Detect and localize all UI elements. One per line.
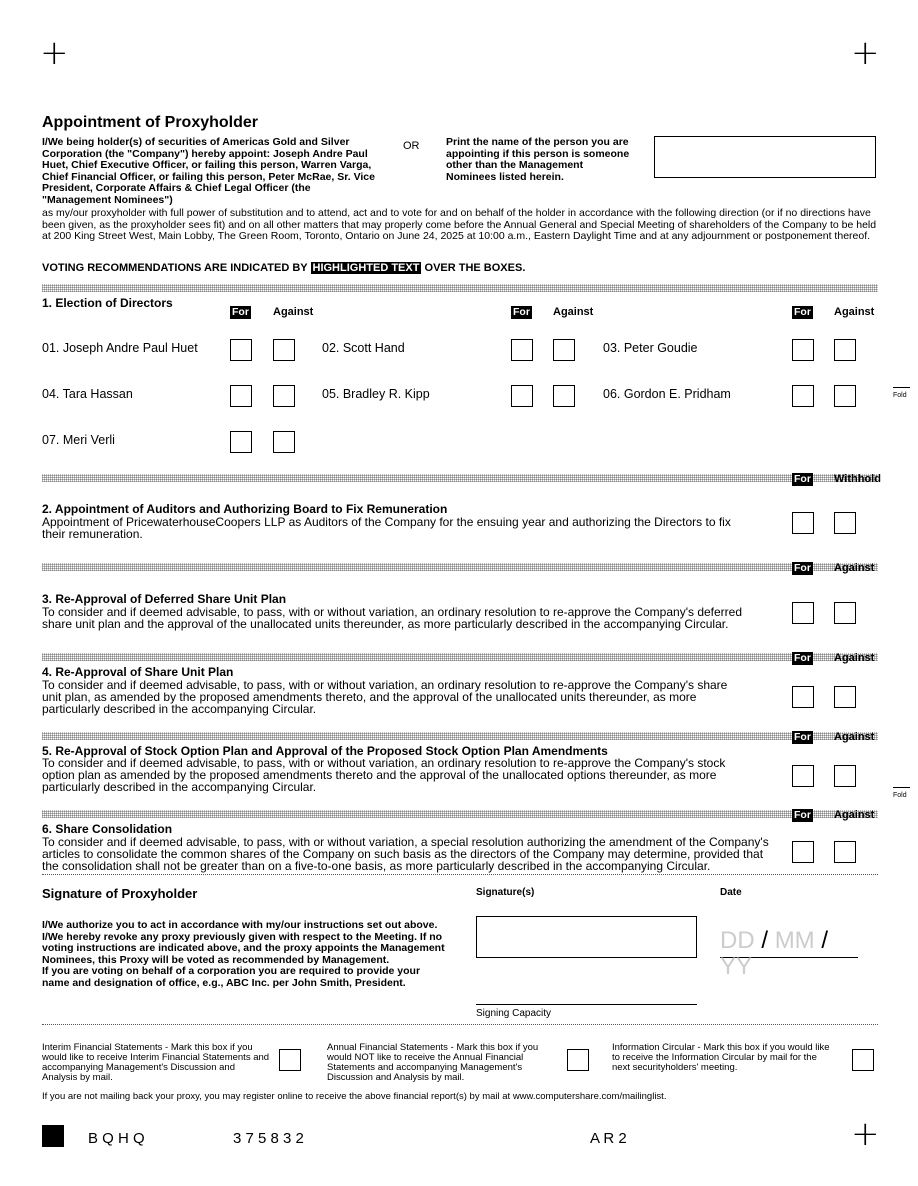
voting-rec-suffix: OVER THE BOXES. <box>424 262 526 274</box>
nominee-label: 02. Scott Hand <box>322 341 405 355</box>
resolution-2-title: 2. Appointment of Auditors and Authorizing Board to Fix Remuneration <box>42 502 448 516</box>
voting-rec-prefix: VOTING RECOMMENDATIONS ARE INDICATED BY <box>42 262 308 274</box>
date-day: DD <box>720 927 755 954</box>
nominee-07-for-checkbox[interactable] <box>230 431 252 453</box>
resolution-3-against-checkbox[interactable] <box>834 602 856 624</box>
nominee-label: 01. Joseph Andre Paul Huet <box>42 341 198 355</box>
interim-statements-text: Interim Financial Statements - Mark this box if you would like to receive Interim Financial Statements and accompanying Management's Discussion and Analysis by mail. <box>42 1042 270 1083</box>
crop-mark-top-right: + <box>851 33 880 73</box>
crop-mark-bottom-right: + <box>851 1114 880 1154</box>
nominee-label: 06. Gordon E. Pridham <box>603 387 731 401</box>
against-label: Against <box>834 731 875 743</box>
against-label: Against <box>834 306 875 318</box>
against-label: Against <box>834 562 875 574</box>
nominee-03-for-checkbox[interactable] <box>792 339 814 361</box>
nominee-label: 05. Bradley R. Kipp <box>322 387 430 401</box>
resolution-6-title: 6. Share Consolidation <box>42 822 173 836</box>
date-separator: / <box>761 927 769 954</box>
for-label: For <box>794 473 811 485</box>
resolution-5-against-checkbox[interactable] <box>834 765 856 787</box>
signature-authorization-text: I/We authorize you to act in accordance with my/our instructions set out above. I/We hereby revoke any proxy previously given with respect to the Meeting. If no voting instructions are indicated above, and the proxy appoints the Management Nominees, this Proxy will be voted as recommended by Management. <box>42 919 445 966</box>
footer-code: 3 7 5 8 3 2 <box>233 1130 304 1147</box>
against-label: Against <box>553 306 594 318</box>
nominee-04-for-checkbox[interactable] <box>230 385 252 407</box>
information-circular-text: Information Circular - Mark this box if you would like to receive the Information Circular by mail for the next securityholders' meeting. <box>612 1042 830 1073</box>
against-label: Against <box>273 306 314 318</box>
nominee-03-against-checkbox[interactable] <box>834 339 856 361</box>
nominee-02-against-checkbox[interactable] <box>553 339 575 361</box>
section-divider <box>42 1024 878 1025</box>
date-year: YY <box>720 953 753 980</box>
fold-label: Fold <box>893 392 907 399</box>
annual-statements-checkbox[interactable] <box>567 1049 589 1071</box>
or-label: OR <box>403 140 420 152</box>
resolution-2-for-checkbox[interactable] <box>792 512 814 534</box>
proxy-authority-text: as my/our proxyholder with full power of substitution and to attend, act and to vote for and on behalf of the holder in accordance with the following direction (or if no directions have been given, as the proxyholder sees fit) and on all other matters that may properly come before the Annual General and Special Meeting of shareholders of the Company to be held at 200 King Street West, Main Lobby, The Green Room, Toronto, Ontario on June 24, 2025 at 10:00 a.m., Eastern Daylight Time and at any adjournment or postponement thereof. <box>42 207 877 242</box>
nominee-05-for-checkbox[interactable] <box>511 385 533 407</box>
resolution-4-for-checkbox[interactable] <box>792 686 814 708</box>
resolution-4-against-checkbox[interactable] <box>834 686 856 708</box>
resolution-3-title: 3. Re-Approval of Deferred Share Unit Plan <box>42 592 287 606</box>
against-label: Against <box>834 652 875 664</box>
for-label: For <box>794 652 811 664</box>
nominee-04-against-checkbox[interactable] <box>273 385 295 407</box>
resolution-6-for-checkbox[interactable] <box>792 841 814 863</box>
date-field[interactable] <box>720 927 858 980</box>
fold-line <box>893 787 910 788</box>
print-name-text: Print the name of the person you are appointing if this person is someone other than the Management Nominees listed herein. <box>446 136 630 183</box>
resolution-6-text: To consider and if deemed advisable, to pass, with or without variation, a special resolution authorizing the amendment of the Company's articles to consolidate the common shares of the Company on such basis as the directors of the Company may determine, provided that the consolidation shall not be greater than on a five-to-one basis, as more particularly described in the accompanying Circular. <box>42 835 769 873</box>
signature-title: Signature of Proxyholder <box>42 886 198 901</box>
proxyholder-name-field[interactable] <box>654 136 876 178</box>
section-divider <box>42 874 878 875</box>
corporation-note: If you are voting on behalf of a corporation you are required to provide your name and designation of office, e.g., ABC Inc. per John Smith, President. <box>42 965 421 989</box>
resolution-3-text: To consider and if deemed advisable, to pass, with or without variation, an ordinary resolution to re-approve the Company's deferred share unit plan and the approval of the unallocated units thereunder, as more particularly described in the accompanying Circular. <box>42 605 743 631</box>
nominee-01-for-checkbox[interactable] <box>230 339 252 361</box>
signatures-label: Signature(s) <box>476 887 535 898</box>
footer-code: B Q H Q <box>88 1130 145 1147</box>
nominee-label: 04. Tara Hassan <box>42 387 133 401</box>
nominee-label: 07. Meri Verli <box>42 433 115 447</box>
section-divider <box>42 563 878 571</box>
resolution-5-title: 5. Re-Approval of Stock Option Plan and Approval of the Proposed Stock Option Plan Amendments <box>42 744 608 758</box>
resolution-6-against-checkbox[interactable] <box>834 841 856 863</box>
nominee-01-against-checkbox[interactable] <box>273 339 295 361</box>
resolution-4-title: 4. Re-Approval of Share Unit Plan <box>42 665 234 679</box>
date-separator: / <box>821 927 829 954</box>
date-label: Date <box>720 887 742 898</box>
page-title: Appointment of Proxyholder <box>42 114 258 131</box>
resolution-3-for-checkbox[interactable] <box>792 602 814 624</box>
signature-field[interactable] <box>476 916 697 958</box>
nominee-06-against-checkbox[interactable] <box>834 385 856 407</box>
signing-capacity-label: Signing Capacity <box>476 1008 552 1019</box>
signing-capacity-field[interactable] <box>476 1004 697 1005</box>
section-divider <box>42 810 878 818</box>
for-label: For <box>513 306 530 318</box>
resolution-4-text: To consider and if deemed advisable, to pass, with or without variation, an ordinary resolution to re-approve the Company's share unit plan, as amended by the proposed amendments thereto, and the approval of the unallocated units thereunder, as more particularly described in the accompanying Circular. <box>42 678 728 716</box>
information-circular-checkbox[interactable] <box>852 1049 874 1071</box>
section-divider <box>42 732 878 740</box>
for-label: For <box>794 731 811 743</box>
for-label: For <box>794 562 811 574</box>
section-divider <box>42 653 878 661</box>
registration-square <box>42 1125 64 1147</box>
nominee-06-for-checkbox[interactable] <box>792 385 814 407</box>
resolution-2-text: Appointment of PricewaterhouseCoopers LLP as Auditors of the Company for the ensuing year and authorizing the Directors to fix their remuneration. <box>42 515 731 541</box>
nominee-05-against-checkbox[interactable] <box>553 385 575 407</box>
appointment-text: I/We being holder(s) of securities of Americas Gold and Silver Corporation (the "Company") hereby appoint: Joseph Andre Paul Huet, Chief Executive Officer, or failing this person, Warren Varga, Chief Financial Officer, or failing this person, Peter McRae, Sr. Vice President, Corporate Affairs & Chief Legal Officer (the "Management Nominees") <box>42 136 375 206</box>
interim-statements-checkbox[interactable] <box>279 1049 301 1071</box>
against-label: Against <box>834 809 875 821</box>
resolution-2-withhold-checkbox[interactable] <box>834 512 856 534</box>
online-registration-note: If you are not mailing back your proxy, you may register online to receive the above financial report(s) by mail at www.computershare.com/mailinglist. <box>42 1091 667 1102</box>
for-label: For <box>232 306 249 318</box>
section-divider <box>42 474 878 482</box>
fold-line <box>893 387 910 388</box>
directors-title: 1. Election of Directors <box>42 296 173 310</box>
nominee-label: 03. Peter Goudie <box>603 341 698 355</box>
resolution-5-for-checkbox[interactable] <box>792 765 814 787</box>
annual-statements-text: Annual Financial Statements - Mark this box if you would NOT like to receive the Annual Financial Statements and accompanying Management's Discussion and Analysis by mail. <box>327 1042 539 1083</box>
for-label: For <box>794 809 811 821</box>
voting-rec-highlight: HIGHLIGHTED TEXT <box>312 262 420 274</box>
for-label: For <box>794 306 811 318</box>
nominee-07-against-checkbox[interactable] <box>273 431 295 453</box>
voting-recommendation-note <box>42 262 525 274</box>
nominee-02-for-checkbox[interactable] <box>511 339 533 361</box>
fold-label: Fold <box>893 792 907 799</box>
resolution-5-text: To consider and if deemed advisable, to pass, with or without variation, an ordinary resolution to re-approve the Company's stock option plan as amended by the proposed amendments thereto and the approval of the unallocated options thereunder, as more particularly described in the accompanying Circular. <box>42 756 726 794</box>
date-month: MM <box>774 927 815 954</box>
section-divider <box>42 284 878 292</box>
footer-code: A R 2 <box>590 1130 627 1147</box>
crop-mark-top-left: + <box>40 33 69 73</box>
withhold-label: Withhold <box>834 473 881 485</box>
